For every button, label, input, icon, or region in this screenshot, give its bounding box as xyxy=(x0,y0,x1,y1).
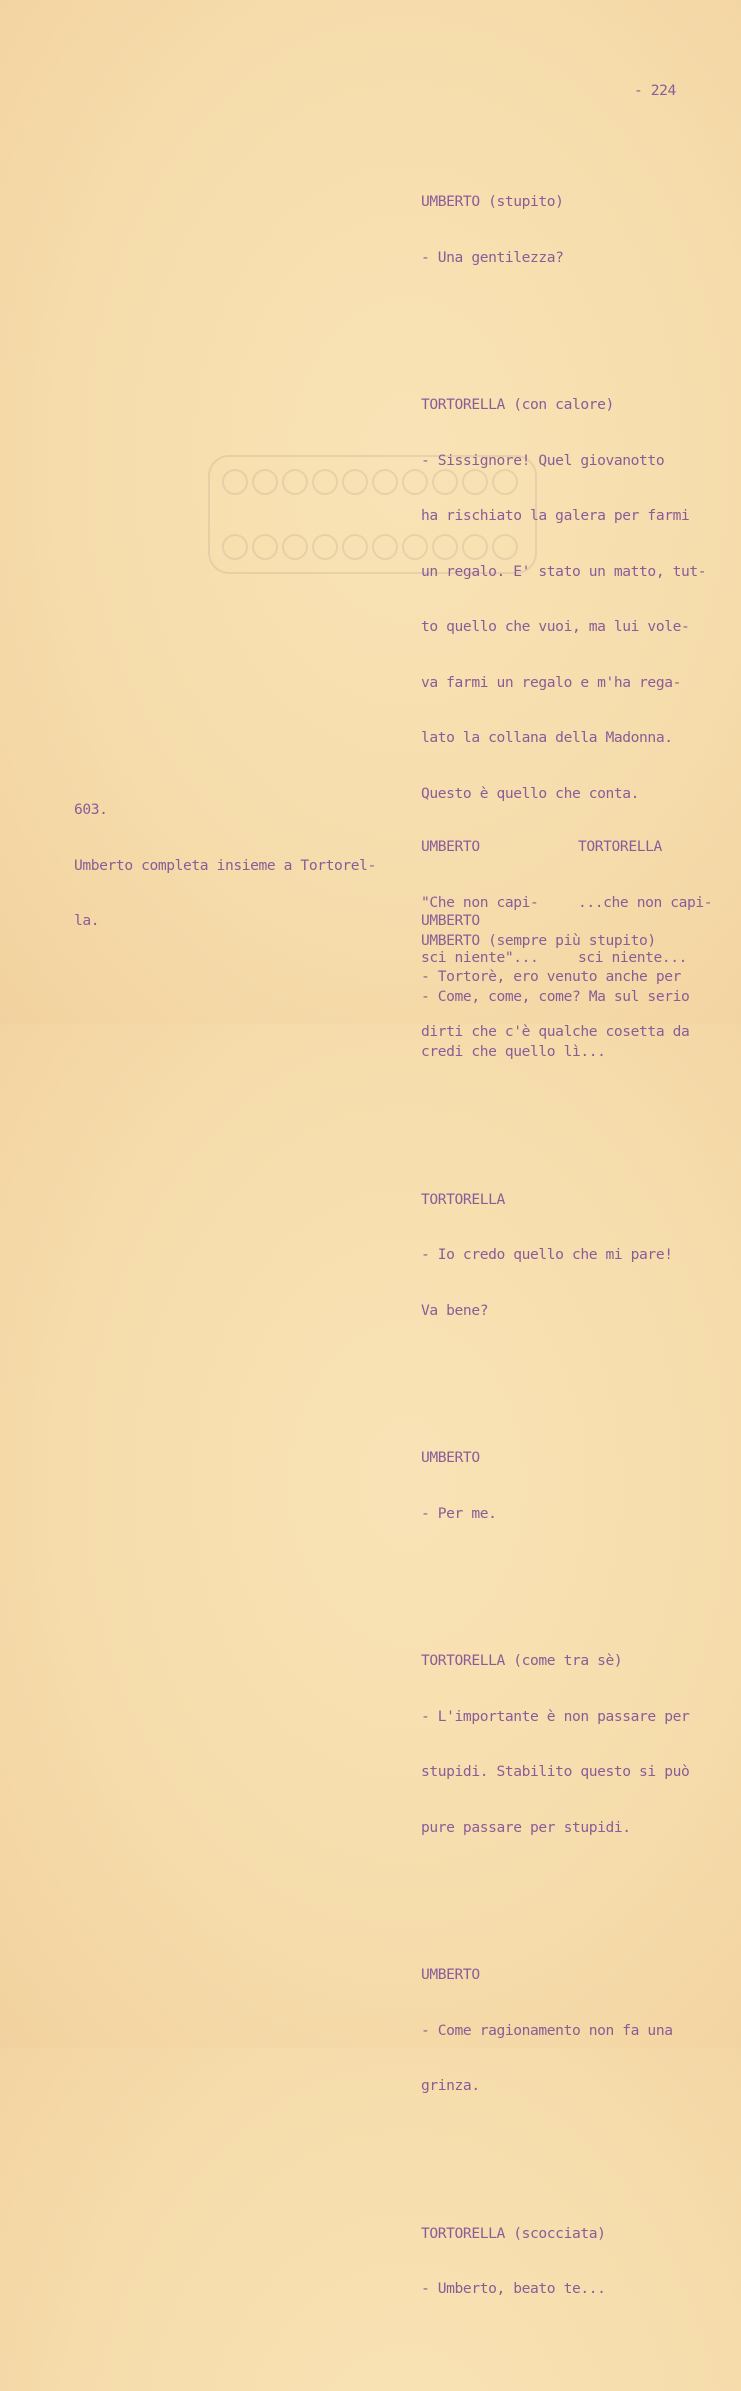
dialogue-block xyxy=(421,1929,739,2133)
dialogue-block xyxy=(421,1615,739,1874)
shot-description xyxy=(74,764,414,968)
dialogue-block xyxy=(421,1412,739,1560)
dialogue-line: sci niente"... xyxy=(421,949,539,966)
character-cue: UMBERTO xyxy=(421,838,480,855)
character-cue: TORTORELLA (con calore) xyxy=(421,396,614,413)
dialogue-line: pure passare per stupidi. xyxy=(421,1818,631,1836)
dialogue-block xyxy=(421,2188,739,2336)
dialogue-line: - Tortorè, ero venuto anche per xyxy=(421,967,681,985)
dialogue-line: un regalo. E' stato un matto, tut- xyxy=(421,562,707,580)
dialogue-line: - Sissignore! Quel giovanotto xyxy=(421,451,665,469)
character-cue: TORTORELLA (come tra sè) xyxy=(421,1652,623,1669)
dialogue-line: grinza. xyxy=(421,2077,480,2094)
dialogue-line: Va bene? xyxy=(421,1301,489,1319)
dialogue-line: - Io credo quello che mi pare! xyxy=(421,1246,673,1263)
dialogue-block xyxy=(421,1154,739,1358)
dialogue-column xyxy=(421,119,739,2391)
character-cue: TORTORELLA xyxy=(421,1190,505,1208)
dialogue-line: va farmi un regalo e m'ha rega- xyxy=(421,673,681,691)
character-cue: TORTORELLA xyxy=(578,838,662,855)
dialogue-line: dirti che c'è qualche cosetta da xyxy=(421,1023,690,1040)
dialogue-block xyxy=(421,359,739,840)
dialogue-block-final xyxy=(421,875,689,1079)
dialogue-line: lato la collana della Madonna. xyxy=(421,729,673,746)
character-cue: UMBERTO xyxy=(421,1966,480,1983)
character-cue: UMBERTO (sempre più stupito) xyxy=(421,932,656,949)
dialogue-line: - Per me. xyxy=(421,1504,497,1522)
dialogue-line: - Come ragionamento non fa una xyxy=(421,2021,673,2039)
dialogue-line: - Umberto, beato te... xyxy=(421,2280,606,2297)
dialogue-line: ...che non capi- xyxy=(578,893,713,911)
dialogue-line: credi che quello lì... xyxy=(421,1043,606,1060)
dialogue-line: - Come, come, come? Ma sul serio xyxy=(421,987,690,1005)
character-cue: UMBERTO xyxy=(421,1449,480,1466)
shot-number: 603. xyxy=(74,801,108,818)
character-cue: TORTORELLA (scocciata) xyxy=(421,2224,606,2242)
dialogue-line: ha rischiato la galera per farmi xyxy=(421,507,690,524)
dialogue-line: stupidi. Stabilito questo si può xyxy=(421,1763,690,1780)
dialogue-line: sci niente... xyxy=(578,949,688,966)
dialogue-line: to quello che vuoi, ma lui vole- xyxy=(421,618,690,635)
character-cue: UMBERTO xyxy=(421,912,480,929)
shot-text-line: Umberto completa insieme a Tortorel- xyxy=(74,856,376,874)
shot-text-line: la. xyxy=(74,912,100,929)
dialogue-line: "Che non capi- xyxy=(421,893,539,911)
page-number: - 224 xyxy=(634,82,676,99)
dialogue-line: - Una gentilezza? xyxy=(421,248,564,266)
dialogue-line: - L'importante è non passare per xyxy=(421,1707,690,1725)
character-cue: UMBERTO (stupito) xyxy=(421,193,564,210)
dialogue-line: Questo è quello che conta. xyxy=(421,784,640,802)
dialogue-block xyxy=(421,156,739,304)
